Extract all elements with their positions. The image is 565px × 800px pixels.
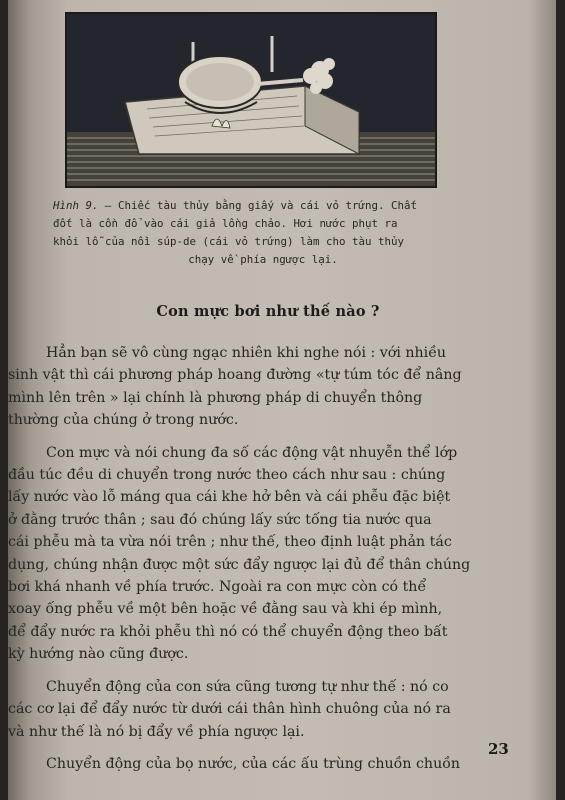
paper-boat-eggshell-icon [67,14,435,186]
text-line: Chuyển động của con sứa cũng tương tự như thế : nó co [46,678,449,695]
figure-illustration [65,12,437,188]
text-line: sinh vật thì cái phương pháp hoang đường «tự túm tóc để nâng [8,367,462,384]
text-line: thường của chúng ở trong nước. [8,412,239,429]
text-line: lấy nước vào lỗ máng qua cái khe hở bên và cái phễu đặc biệt [8,489,451,506]
text-line: các cơ lại để đẩy nước từ dưới cái thân hình chuông của nó ra [8,701,451,718]
caption-line: đốt là cồn đổ vào cái giả lồng chảo. Hơi nước phụt ra [53,217,398,230]
paragraph [8,342,513,432]
figure-caption [53,197,473,269]
text-line: Chuyển động của bọ nước, của các ấu trùng chuồn chuồn [46,755,461,772]
caption-lead: Hình 9. — [53,199,112,212]
text-line: kỳ hướng nào cũng được. [8,646,189,663]
text-line: và như thế là nó bị đẩy về phía ngược lại. [8,723,305,740]
text-line: dụng, chúng nhận được một sức đẩy ngược lại đủ để thân chúng [8,556,471,573]
caption-line: khỏi lỗ của nồi súp-de (cái vỏ trứng) làm cho tàu thủy [53,235,405,248]
text-line: ở đằng trước thân ; sau đó chúng lấy sức tống tia nước qua [8,511,432,528]
paragraph [8,442,513,666]
body-text [8,342,513,785]
text-line: bơi khá nhanh về phía trước. Ngoài ra con mực còn có thể [8,579,427,596]
caption-line: Chiếc tàu thủy bằng giấy và cái vỏ trứng. Chất [118,199,418,212]
text-line: Con mực và nói chung đa số các động vật nhuyễn thể lớp [46,444,458,461]
text-line: Hẳn bạn sẽ vô cùng ngạc nhiên khi nghe nói : với nhiều [46,345,447,361]
page-number: 23 [488,740,509,758]
paragraph [8,753,513,775]
paragraph [8,676,513,743]
text-line: xoay ống phễu về một bên hoặc về đằng sau và khi ép mình, [8,601,443,618]
text-line: mình lên trên » lại chính là phương pháp di chuyển thông [8,389,423,406]
section-heading: Con mực bơi như thế nào ? [156,303,380,320]
book-page [8,0,556,800]
text-line: cái phễu mà ta vừa nói trên ; như thế, theo định luật phản tác [8,534,452,551]
text-line: để đẩy nước ra khỏi phễu thì nó có thể chuyển động theo bất [8,623,448,640]
text-line: đầu túc đều di chuyển trong nước theo cách như sau : chúng [8,467,446,484]
caption-line: chạy về phía ngược lại. [188,253,338,266]
